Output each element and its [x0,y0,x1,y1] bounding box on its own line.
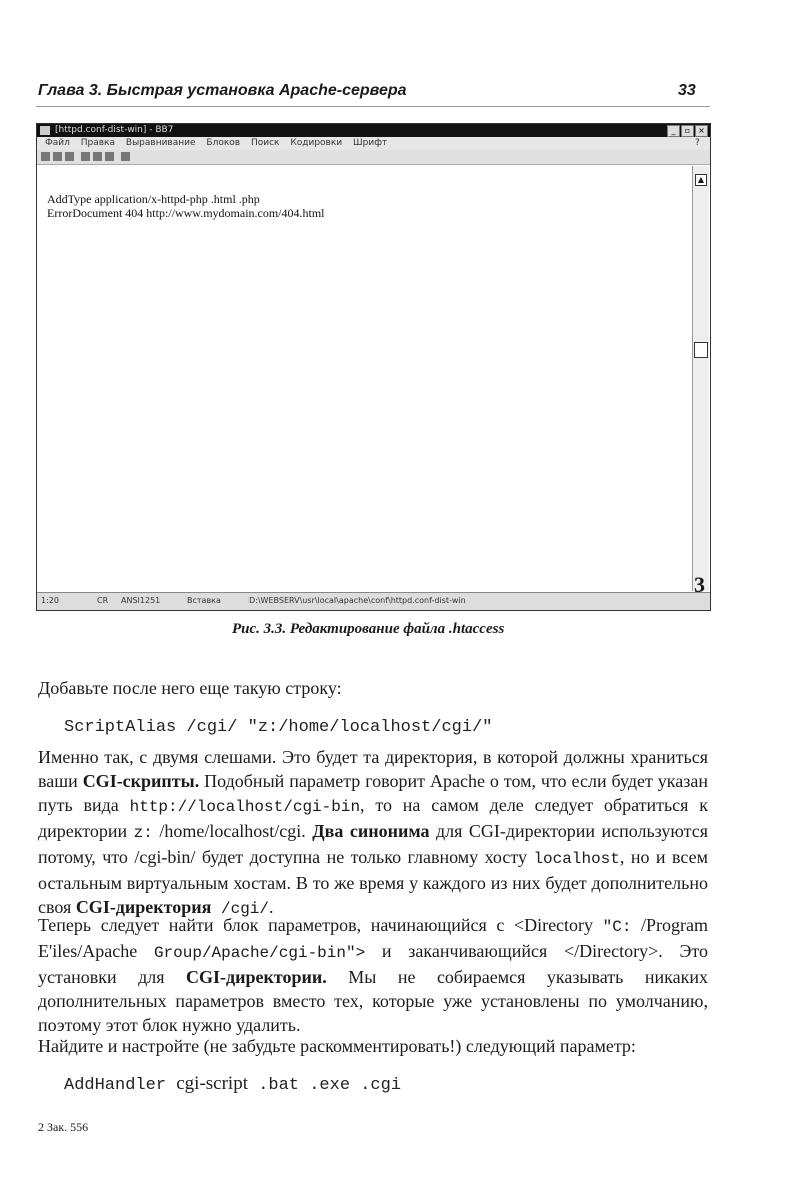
p1-text-1: Именно так, с двумя слешами. Это будет та директория, в которой должны храниться ваши [38,747,708,791]
menu-item-search[interactable]: Поиск [250,138,280,148]
code2-part-c: .bat .exe .cgi [258,1076,402,1095]
p1-text-2: Подобный параметр говорит Apache о том, что если будет указан путь вида [38,771,708,815]
editor-window-figure [36,123,711,611]
paragraph-directory-block [38,913,708,1037]
header-rule [36,106,710,107]
code-line-errordocument: ErrorDocument 404 http://www.mydomain.com/404.html [47,206,325,220]
p1-mono-cgi: /cgi/ [211,900,269,918]
p1-text-7: . [269,897,274,917]
p2-text-3: и заканчивающийся </Directory>. Это установки для [38,941,708,987]
menu-item-file[interactable]: Файл [45,138,70,148]
menu-item-blocks[interactable]: Блоков [206,138,241,148]
copy-icon[interactable] [93,152,102,161]
toolbar [37,150,710,165]
menu-item-edit[interactable]: Правка [80,138,116,148]
scroll-up-icon[interactable]: ▲ [695,174,707,186]
p1-text-3: , то на самом деле следует обратиться к директории [38,795,708,841]
status-file-path: D:\WEBSERV\usr\local\apache\conf\httpd.conf-dist-win [249,596,466,605]
status-line-ending: CR [97,596,109,605]
p1-bold-cgi-scripts: CGI-скрипты. [82,771,200,791]
paragraph-cgi-directories [38,745,708,921]
menu-item-font[interactable]: Шрифт [353,138,388,148]
menu-item-align[interactable]: Выравнивание [125,138,196,148]
code2-part-b: cgi-script [176,1073,248,1094]
p2-text-1: Теперь следует найти блок параметров, начинающийся с <Directory [38,915,603,935]
intro-text: Добавьте после него еще такую строку: [38,678,342,698]
chapter-header: Глава 3. Быстрая установка Apache-сервера [38,82,407,99]
p1-mono-localhost: localhost [533,850,620,868]
code2-part-a: AddHandler [64,1076,167,1095]
code-line-addtype: AddType application/x-httpd-php .html .php [47,192,260,206]
p2-mono-1: "C: [602,918,632,936]
code-scriptalias: ScriptAlias /cgi/ "z:/home/localhost/cgi/" [64,718,493,737]
menu-item-help[interactable]: ? [695,138,700,148]
find-icon[interactable] [121,152,130,161]
p2-text-4: Мы не собираемся указывать никаких дополнительных параметров вместо тех, которые уже установлены по умолчанию, поэтому этот блок нужно удалить. [38,967,708,1035]
paragraph-find-param: Найдите и настройте (не забудьте раскомментировать!) следующий параметр: [38,1036,636,1056]
window-title: [httpd.conf-dist-win] - BB7 [55,125,174,135]
close-icon[interactable]: × [695,125,708,137]
text-editor-area[interactable] [39,166,689,581]
menu-item-encodings[interactable]: Кодировки [290,138,343,148]
status-position: 1:20 [41,596,59,605]
app-icon [40,126,50,135]
footer-signature: 2 Зак. 556 [38,1120,89,1134]
p1-bold-synonyms: Два синонима [312,821,430,841]
vertical-scrollbar[interactable] [692,166,709,591]
figure-side-mark: 3 [694,572,705,597]
status-encoding: ANSI1251 [121,596,161,605]
p1-text-5: для CGI-директории используются потому, что /cgi-bin/ будет доступна не только главному хосту [38,821,708,867]
menu-bar [37,137,710,150]
scroll-thumb[interactable] [694,342,708,358]
code-addhandler [64,1073,401,1095]
p1-text-4: /home/localhost/cgi. [152,821,313,841]
cut-icon[interactable] [81,152,90,161]
p1-bold-cgi-directory: CGI-директория [75,897,212,917]
window-titlebar [37,124,710,137]
paste-icon[interactable] [105,152,114,161]
p2-bold-cgi-directory: CGI-директории. [186,967,327,987]
status-insert-mode: Вставка [187,596,221,605]
status-bar [37,592,710,610]
save-icon[interactable] [65,152,74,161]
p1-mono-url: http://localhost/cgi-bin [129,798,361,816]
page-number: 33 [678,82,696,99]
restore-icon[interactable]: ▫ [681,125,694,137]
minimize-icon[interactable]: _ [667,125,680,137]
p1-text-6: , но и всем остальным виртуальным хостам. В то же время у каждого из них будет дополнительно своя [38,847,709,917]
p2-text-2: /Program E'iles/Apache [38,915,708,961]
figure-caption: Рис. 3.3. Редактирование файла .htaccess [232,621,505,637]
p1-mono-drive: z: [133,824,153,842]
new-file-icon[interactable] [41,152,50,161]
open-file-icon[interactable] [53,152,62,161]
p2-mono-2: Group/Apache/cgi-bin"> [153,944,366,962]
